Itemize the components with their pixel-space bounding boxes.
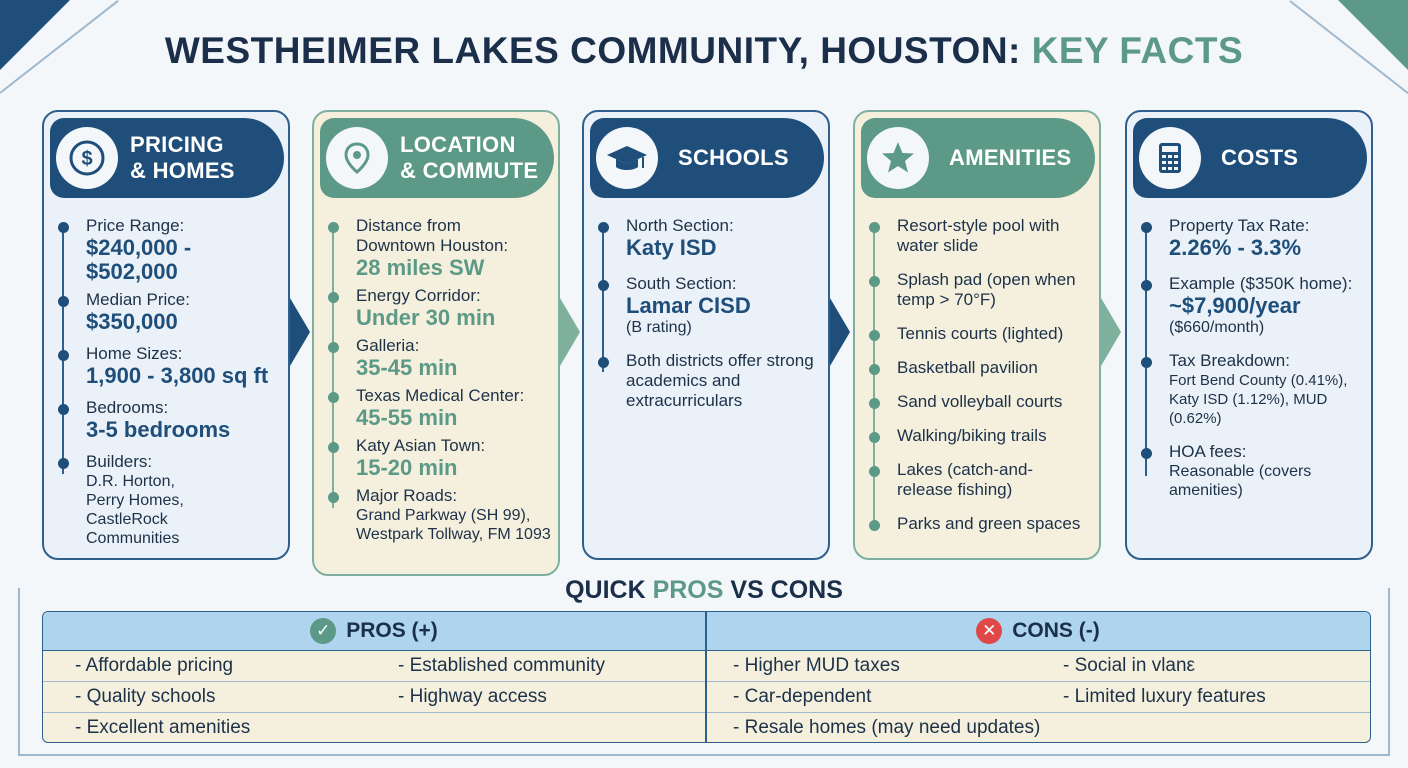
cons-item: - Resale homes (may need updates)	[733, 717, 1041, 738]
list-item	[1141, 216, 1365, 260]
list-item	[58, 452, 282, 548]
check-icon: ✓	[310, 618, 336, 644]
item-value: 2.26% - 3.3%	[1169, 235, 1302, 260]
pros-cons-title-start: QUICK	[565, 576, 646, 604]
item-value: $240,000 - $502,000	[86, 235, 192, 284]
item-value: 35-45 min	[356, 355, 458, 380]
list-item	[328, 436, 552, 480]
card-header	[590, 118, 824, 198]
bullet-dot	[328, 342, 339, 353]
item-label: Property Tax Rate:	[1169, 216, 1310, 235]
list-item	[598, 274, 822, 337]
dollar-icon	[56, 127, 118, 189]
item-value: 3-5 bedrooms	[86, 417, 231, 442]
item-label: Tax Breakdown:	[1169, 351, 1290, 370]
card-title	[400, 132, 538, 184]
card-costs	[1125, 110, 1373, 560]
item-label: Resort-style pool with water slide	[897, 216, 1060, 255]
item-label: North Section:	[626, 216, 734, 235]
item-label: Builders:	[86, 452, 153, 471]
list-item	[328, 286, 552, 330]
bullet-dot	[869, 432, 880, 443]
list-item	[869, 514, 1093, 534]
graduation-cap-icon	[596, 127, 658, 189]
cons-item: - Social in vlanε	[1063, 655, 1196, 676]
bullet-dot	[1141, 448, 1152, 459]
card-title	[130, 132, 235, 184]
card-location-commute	[312, 110, 560, 576]
bullet-dot	[869, 398, 880, 409]
item-label: Tennis courts (lighted)	[897, 324, 1064, 343]
item-detail: Grand Parkway (SH 99), Westpark Tollway, FM 1093	[356, 507, 551, 543]
list-item	[328, 386, 552, 430]
item-value: $350,000	[86, 309, 178, 334]
bullet-dot	[598, 222, 609, 233]
bullet-dot	[598, 280, 609, 291]
cons-header-label: CONS (-)	[1012, 619, 1100, 642]
title-accent: KEY FACTS	[1031, 30, 1244, 71]
bullet-dot	[58, 404, 69, 415]
card-items	[1141, 216, 1365, 500]
title-main: WESTHEIMER LAKES COMMUNITY, HOUSTON:	[164, 30, 1021, 71]
list-item	[598, 216, 822, 260]
calculator-icon	[1139, 127, 1201, 189]
svg-text:$: $	[81, 148, 93, 170]
bullet-dot	[58, 222, 69, 233]
item-label: Parks and green spaces	[897, 514, 1081, 533]
card-title-line: & HOMES	[130, 158, 235, 183]
item-detail: ($660/month)	[1169, 319, 1265, 336]
card-schools	[582, 110, 830, 560]
item-value: Katy ISD	[626, 235, 717, 260]
pros-item: - Excellent amenities	[75, 717, 251, 738]
item-value: 28 miles SW	[356, 255, 485, 280]
arrow-right-icon	[290, 298, 310, 366]
list-item	[869, 216, 1093, 256]
item-label: Katy Asian Town:	[356, 436, 486, 455]
bullet-dot	[328, 222, 339, 233]
card-title-line: & COMMUTE	[400, 158, 539, 183]
list-item	[869, 426, 1093, 446]
bullet-dot	[58, 296, 69, 307]
list-item	[328, 486, 552, 544]
list-item	[58, 344, 282, 388]
item-label: Splash pad (open when temp > 70°F)	[897, 270, 1076, 309]
item-label: South Section:	[626, 274, 737, 293]
bullet-dot	[869, 330, 880, 341]
item-value: Lamar CISD	[626, 293, 751, 318]
item-label: Basketball pavilion	[897, 358, 1038, 377]
item-label: Example ($350K home):	[1169, 274, 1353, 293]
item-value: 15-20 min	[356, 455, 458, 480]
bullet-dot	[869, 276, 880, 287]
card-items	[328, 216, 552, 544]
item-detail: (B rating)	[626, 319, 692, 336]
card-header	[861, 118, 1095, 198]
star-icon	[867, 127, 929, 189]
list-item	[869, 460, 1093, 500]
list-item	[328, 336, 552, 380]
item-label: Price Range:	[86, 216, 185, 235]
item-label: HOA fees:	[1169, 442, 1247, 461]
bullet-dot	[58, 458, 69, 469]
item-label: Major Roads:	[356, 486, 458, 505]
cons-header	[706, 612, 1370, 650]
cons-item: - Limited luxury features	[1063, 686, 1266, 707]
bullet-dot	[328, 392, 339, 403]
card-pricing-homes	[42, 110, 290, 560]
row-divider	[43, 712, 1370, 713]
pros-item: - Established community	[398, 655, 605, 676]
pros-header	[43, 612, 705, 650]
arrow-right-icon	[1101, 298, 1121, 366]
item-label: Lakes (catch-and-release fishing)	[897, 460, 1034, 499]
header-divider	[43, 650, 1370, 651]
item-label: Galleria:	[356, 336, 420, 355]
item-label: Home Sizes:	[86, 344, 183, 363]
list-item	[1141, 351, 1365, 428]
card-title: AMENITIES	[949, 145, 1072, 170]
bullet-dot	[58, 350, 69, 361]
cons-item: - Car-dependent	[733, 686, 872, 707]
item-detail: Fort Bend County (0.41%), Katy ISD (1.12%), MUD (0.62%)	[1169, 372, 1348, 427]
list-item	[1141, 274, 1365, 337]
pros-item: - Quality schools	[75, 686, 216, 707]
map-pin-icon	[326, 127, 388, 189]
list-item	[328, 216, 552, 280]
item-label: Sand volleyball courts	[897, 392, 1063, 411]
item-label: Walking/biking trails	[897, 426, 1047, 445]
x-icon: ✕	[976, 618, 1002, 644]
list-item	[58, 398, 282, 442]
item-label: Both districts offer strong academics and extracurriculars	[626, 351, 814, 410]
pros-header-label: PROS (+)	[346, 619, 438, 642]
list-item	[869, 324, 1093, 344]
item-value: Under 30 min	[356, 305, 496, 330]
bullet-dot	[1141, 222, 1152, 233]
bullet-dot	[869, 520, 880, 531]
item-value: 1,900 - 3,800 sq ft	[86, 363, 269, 388]
item-label: Distance from Downtown Houston:	[356, 216, 509, 255]
card-title: COSTS	[1221, 145, 1299, 170]
pros-item: - Highway access	[398, 686, 547, 707]
arrow-right-icon	[560, 298, 580, 366]
pros-cons-title-accent: PROS	[652, 576, 724, 604]
bullet-dot	[1141, 280, 1152, 291]
list-item	[869, 392, 1093, 412]
item-label: Bedrooms:	[86, 398, 169, 417]
bullet-dot	[1141, 357, 1152, 368]
list-item	[869, 270, 1093, 310]
card-items	[58, 216, 282, 548]
list-item	[58, 290, 282, 334]
item-detail: Reasonable (covers amenities)	[1169, 463, 1312, 499]
list-item	[598, 351, 822, 411]
bullet-dot	[869, 466, 880, 477]
bullet-dot	[598, 357, 609, 368]
card-header	[1133, 118, 1367, 198]
item-label: Median Price:	[86, 290, 190, 309]
card-items	[598, 216, 822, 411]
item-value: 45-55 min	[356, 405, 458, 430]
page-title	[0, 30, 1408, 72]
list-item	[1141, 442, 1365, 500]
bullet-dot	[328, 492, 339, 503]
row-divider	[43, 681, 1370, 682]
card-title-line: LOCATION	[400, 132, 516, 157]
pros-item: - Affordable pricing	[75, 655, 234, 676]
card-header	[320, 118, 554, 198]
card-title: SCHOOLS	[678, 145, 789, 170]
bullet-dot	[869, 222, 880, 233]
list-item	[58, 216, 282, 284]
item-detail: D.R. Horton, Perry Homes, CastleRock Communities	[86, 473, 184, 547]
card-amenities	[853, 110, 1101, 560]
card-items	[869, 216, 1093, 534]
item-label: Texas Medical Center:	[356, 386, 525, 405]
cons-item: - Higher MUD taxes	[733, 655, 900, 676]
column-divider	[705, 612, 707, 742]
item-value: ~$7,900/year	[1169, 293, 1301, 318]
item-label: Energy Corridor:	[356, 286, 481, 305]
pros-cons-title-end: VS CONS	[730, 576, 843, 604]
pros-cons-table	[42, 611, 1371, 743]
bullet-dot	[328, 292, 339, 303]
arrow-right-icon	[830, 298, 850, 366]
bullet-dot	[869, 364, 880, 375]
bullet-dot	[328, 442, 339, 453]
card-header	[50, 118, 284, 198]
card-title-line: PRICING	[130, 132, 224, 157]
pros-cons-title	[0, 576, 1408, 605]
list-item	[869, 358, 1093, 378]
